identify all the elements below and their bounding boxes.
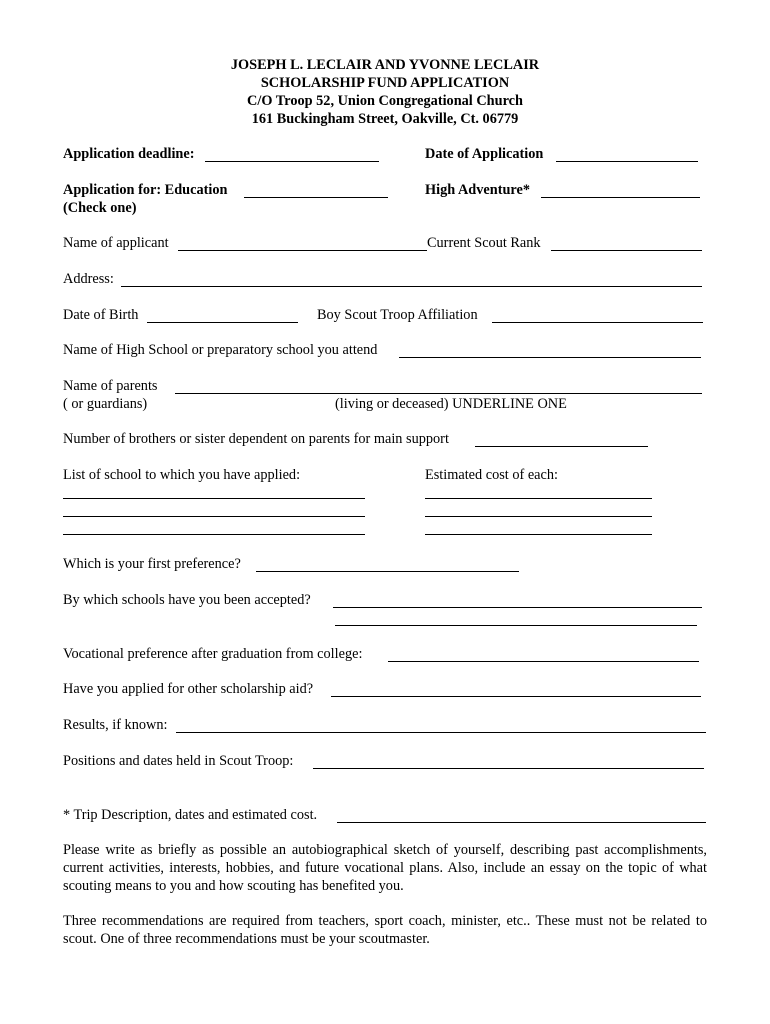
trip-field[interactable] bbox=[337, 822, 706, 823]
school-field-3[interactable] bbox=[63, 534, 365, 535]
living-deceased-label: (living or deceased) UNDERLINE ONE bbox=[335, 396, 567, 412]
positions-label: Positions and dates held in Scout Troop: bbox=[63, 753, 294, 769]
first-preference-field[interactable] bbox=[256, 571, 519, 572]
date-of-birth-label: Date of Birth bbox=[63, 307, 139, 323]
form-title-line-2: SCHOLARSHIP FUND APPLICATION bbox=[260, 75, 510, 91]
schools-applied-label: List of school to which you have applied: bbox=[63, 467, 301, 483]
scout-rank-label: Current Scout Rank bbox=[427, 235, 541, 251]
parents-label: Name of parents bbox=[63, 378, 158, 394]
accepted-label: By which schools have you been accepted? bbox=[63, 592, 311, 608]
other-aid-field[interactable] bbox=[331, 696, 701, 697]
application-for-label: Application for: Education bbox=[63, 182, 228, 198]
applicant-name-label: Name of applicant bbox=[63, 235, 169, 251]
high-school-field[interactable] bbox=[399, 357, 701, 358]
form-address-line-2: 161 Buckingham Street, Oakville, Ct. 06779 bbox=[251, 111, 519, 127]
trip-label: * Trip Description, dates and estimated cost. bbox=[63, 807, 318, 823]
deadline-field[interactable] bbox=[205, 161, 379, 162]
troop-affiliation-field[interactable] bbox=[492, 322, 703, 323]
guardians-label: ( or guardians) bbox=[63, 396, 148, 412]
deadline-label: Application deadline: bbox=[63, 146, 195, 162]
results-label: Results, if known: bbox=[63, 717, 168, 733]
applicant-name-field[interactable] bbox=[178, 250, 427, 251]
high-adventure-label: High Adventure* bbox=[425, 182, 530, 198]
form-title-line-1: JOSEPH L. LECLAIR AND YVONNE LECLAIR bbox=[230, 57, 540, 73]
vocational-field[interactable] bbox=[388, 661, 699, 662]
troop-affiliation-label: Boy Scout Troop Affiliation bbox=[317, 307, 478, 323]
positions-field[interactable] bbox=[313, 768, 704, 769]
scout-rank-field[interactable] bbox=[551, 250, 702, 251]
first-preference-label: Which is your first preference? bbox=[63, 556, 241, 572]
high-school-label: Name of High School or preparatory school you attend bbox=[63, 342, 378, 358]
siblings-label: Number of brothers or sister dependent on parents for main support bbox=[63, 431, 449, 447]
school-field-1[interactable] bbox=[63, 498, 365, 499]
date-of-application-field[interactable] bbox=[556, 161, 698, 162]
date-of-birth-field[interactable] bbox=[147, 322, 298, 323]
address-label: Address: bbox=[63, 271, 114, 287]
cost-field-2[interactable] bbox=[425, 516, 652, 517]
school-field-2[interactable] bbox=[63, 516, 365, 517]
cost-field-3[interactable] bbox=[425, 534, 652, 535]
check-one-label: (Check one) bbox=[63, 200, 137, 216]
recommendations-instructions: Three recommendations are required from teachers, sport coach, minister, etc.. These must not be related to scout. One of three recommendations must be your scoutmaster. bbox=[63, 913, 707, 947]
accepted-field-2[interactable] bbox=[335, 625, 697, 626]
autobiography-instructions: Please write as briefly as possible an autobiographical sketch of yourself, describing past accomplishments, current activities, interests, hobbies, and future vocational plans. Also, include an essay on the topic of what scouting means to you and how scouting has benefited you. bbox=[63, 842, 707, 894]
address-field[interactable] bbox=[121, 286, 702, 287]
date-of-application-label: Date of Application bbox=[425, 146, 544, 162]
accepted-field-1[interactable] bbox=[333, 607, 702, 608]
other-aid-label: Have you applied for other scholarship aid? bbox=[63, 681, 314, 697]
siblings-field[interactable] bbox=[475, 446, 648, 447]
parents-field[interactable] bbox=[175, 393, 702, 394]
vocational-label: Vocational preference after graduation from college: bbox=[63, 646, 363, 662]
cost-field-1[interactable] bbox=[425, 498, 652, 499]
results-field[interactable] bbox=[176, 732, 706, 733]
education-field[interactable] bbox=[244, 197, 388, 198]
high-adventure-field[interactable] bbox=[541, 197, 700, 198]
estimated-cost-label: Estimated cost of each: bbox=[425, 467, 558, 483]
form-address-line-1: C/O Troop 52, Union Congregational Church bbox=[247, 93, 523, 109]
